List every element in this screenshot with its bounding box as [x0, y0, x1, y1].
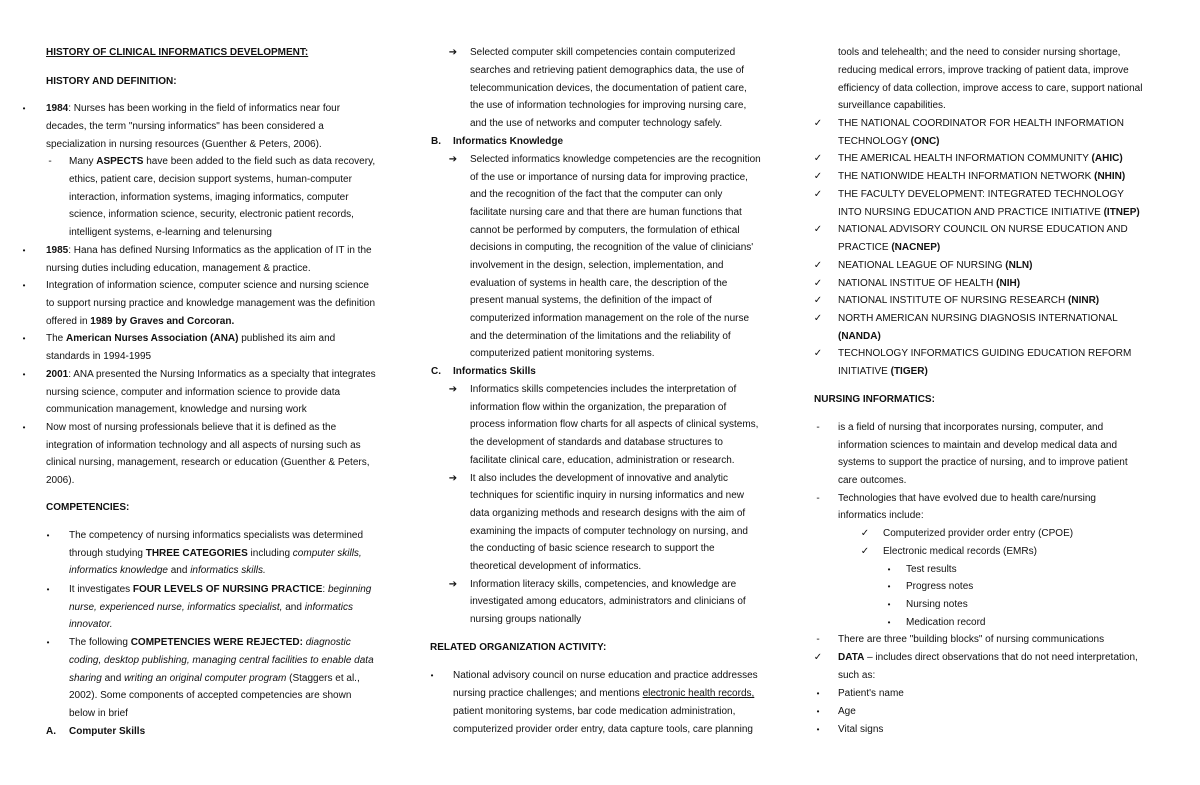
- item-1985: 1985: Hana has defined Nursing Informatics as the application of IT in the: [46, 245, 372, 256]
- dash-icon: -: [48, 156, 52, 167]
- check-icon: ✓: [813, 295, 823, 306]
- knowledge-line: of the use or importance of nursing data for improving practice,: [470, 172, 748, 183]
- subsection-heading-informatics-skills: Informatics Skills: [453, 366, 536, 377]
- comp-item-3-line: coding, desktop publishing, managing central facilities to enable data: [69, 655, 374, 666]
- arrow-icon: ➔: [448, 154, 458, 165]
- item-now-line: 2006).: [46, 475, 75, 486]
- item-now-line: clinical nursing, management, research or education (Guenther & Peters,: [46, 457, 370, 468]
- org-nanda-line: (NANDA): [838, 331, 881, 342]
- bullet-icon: •: [887, 600, 891, 609]
- data-item-age: Age: [838, 706, 856, 717]
- knowledge-line: involvement in the design, selection, implementation, and: [470, 260, 724, 271]
- subsection-heading-informatics-knowledge: Informatics Knowledge: [453, 136, 564, 147]
- check-icon: ✓: [813, 348, 823, 359]
- doc-title: HISTORY OF CLINICAL INFORMATICS DEVELOPMENT:: [46, 47, 309, 58]
- bullet-icon: •: [46, 638, 50, 647]
- emr-item-nursing-notes: Nursing notes: [906, 599, 968, 610]
- bullet-icon: •: [22, 104, 26, 113]
- related-item-line: patient monitoring systems, bar code medication administration,: [453, 706, 736, 717]
- org-nacnep-line: PRACTICE (NACNEP): [838, 242, 941, 253]
- skills-item-3: Information literacy skills, competencies, and knowledge are: [470, 579, 737, 590]
- item-integration: Integration of information science, computer science and nursing science: [46, 280, 369, 291]
- bullet-icon: •: [22, 370, 26, 379]
- knowledge-line: evaluation of systems in health care, the description of the: [470, 278, 728, 289]
- related-item-line: computerized provider order entry, data capture tools, care planning: [453, 724, 753, 735]
- bullet-icon: •: [887, 565, 891, 574]
- bullet-icon: •: [22, 334, 26, 343]
- bullet-icon: •: [46, 585, 50, 594]
- arrow-icon: ➔: [448, 384, 458, 395]
- item-aspects-line: intelligent systems, e-learning and telenursing: [69, 227, 272, 238]
- item-ana: The American Nurses Association (ANA) published its aim and: [46, 333, 336, 344]
- subsection-heading-computer-skills: Computer Skills: [69, 726, 146, 737]
- check-icon: ✓: [813, 153, 823, 164]
- computer-skills-line: and the use of networks and computer technology safely.: [470, 118, 723, 129]
- comp-item-3-line: 2002). Some components of accepted competencies are shown: [69, 690, 352, 701]
- bullet-icon: •: [816, 725, 820, 734]
- skills-item-2: It also includes the development of innovative and analytic: [470, 473, 728, 484]
- org-ninr: NATIONAL INSTITUTE OF NURSING RESEARCH (NINR): [838, 295, 1100, 306]
- item-aspects-line: ethics, patient care, decision support systems, human-computer: [69, 174, 352, 185]
- knowledge-line: cannot be performed by computers, the formulation of ethical: [470, 225, 740, 236]
- related-continued-line: reducing medical errors, improve tracking of patient data, improve: [838, 65, 1129, 76]
- check-icon: ✓: [813, 652, 823, 663]
- org-nhin: THE NATIONWIDE HEALTH INFORMATION NETWORK (NHIN): [838, 171, 1126, 182]
- bullet-icon: •: [46, 531, 50, 540]
- data-item-patient-name: Patient's name: [838, 688, 904, 699]
- knowledge-line: decisions in computing, the recognition of the value of clinicians': [470, 242, 754, 253]
- skills-item-2-line: the conducting of basic science research to support the: [470, 543, 715, 554]
- knowledge-line: present manual systems, the definition of the impact of: [470, 295, 712, 306]
- section-heading-history: HISTORY AND DEFINITION:: [46, 76, 177, 87]
- emr-item-medication-record: Medication record: [906, 617, 986, 628]
- bullet-icon: •: [887, 582, 891, 591]
- subsection-marker-b: B.: [431, 136, 441, 147]
- org-tiger-line: INITIATIVE (TIGER): [838, 366, 928, 377]
- check-icon: ✓: [813, 278, 823, 289]
- subsection-marker-a: A.: [46, 726, 56, 737]
- item-2001-line: communication management, knowledge and nursing work: [46, 404, 307, 415]
- org-itnep-line: INTO NURSING EDUCATION AND PRACTICE INITIATIVE (ITNEP): [838, 207, 1140, 218]
- knowledge-item: Selected informatics knowledge competencies are the recognition: [470, 154, 761, 165]
- skills-item-1-line: information flow within the organization, the preparation of: [470, 402, 727, 413]
- computer-skills-line: searches and retrieving patient demographics data, the use of: [470, 65, 745, 76]
- check-icon: ✓: [813, 260, 823, 271]
- item-aspects-line: science, information science, security, electronic patient records,: [69, 209, 354, 220]
- check-icon: ✓: [860, 546, 870, 557]
- dash-icon: -: [816, 422, 820, 433]
- skills-item-2-line: examining the impacts of computer technology on nursing, and: [470, 526, 748, 537]
- item-1984-line: decades, the term "nursing informatics" has been considered a: [46, 121, 324, 132]
- comp-item-3-line: sharing and writing an original computer program (Staggers et al.,: [69, 673, 360, 684]
- skills-item-2-line: techniques for scientific inquiry in nursing informatics and new: [470, 490, 745, 501]
- related-item-line: nursing practice challenges; and mentions electronic health records,: [453, 688, 755, 699]
- org-itnep: THE FACULTY DEVELOPMENT: INTEGRATED TECHNOLOGY: [838, 189, 1124, 200]
- data-definition: DATA – includes direct observations that do not need interpretation,: [838, 652, 1138, 663]
- tech-emr: Electronic medical records (EMRs): [883, 546, 1037, 557]
- ni-technologies: Technologies that have evolved due to health care/nursing: [838, 493, 1096, 504]
- check-icon: ✓: [813, 313, 823, 324]
- item-integration-line: offered in 1989 by Graves and Corcoran.: [46, 316, 235, 327]
- item-1984-line: specialization in nursing resources (Guenther & Peters, 2006).: [46, 139, 322, 150]
- related-item: National advisory council on nurse education and practice addresses: [453, 670, 758, 681]
- bullet-icon: •: [22, 281, 26, 290]
- ni-definition-line: information sciences to maintain and develop medical data and: [838, 440, 1118, 451]
- item-ana-line: standards in 1994-1995: [46, 351, 152, 362]
- check-icon: ✓: [813, 118, 823, 129]
- ni-definition-line: care outcomes.: [838, 475, 907, 486]
- ni-definition: is a field of nursing that incorporates nursing, computer, and: [838, 422, 1104, 433]
- emr-item-progress-notes: Progress notes: [906, 581, 974, 592]
- skills-item-1-line: the development of standards and database structures to: [470, 437, 723, 448]
- item-aspects-line: interaction, information systems, imaging informatics, computer: [69, 192, 349, 203]
- item-aspects: Many ASPECTS have been added to the field such as data recovery,: [69, 156, 376, 167]
- item-1985-line: nursing duties including education, management & practice.: [46, 263, 311, 274]
- org-tiger: TECHNOLOGY INFORMATICS GUIDING EDUCATION REFORM: [838, 348, 1132, 359]
- comp-item-2-line: innovator.: [69, 619, 113, 630]
- bullet-icon: •: [887, 618, 891, 627]
- subsection-marker-c: C.: [431, 366, 441, 377]
- dash-icon: -: [816, 634, 820, 645]
- data-item-vital-signs: Vital signs: [838, 724, 884, 735]
- check-icon: ✓: [813, 189, 823, 200]
- skills-item-1: Informatics skills competencies includes the interpretation of: [470, 384, 737, 395]
- ni-definition-line: systems to support the practice of nursing, and to improve patient: [838, 457, 1128, 468]
- ni-technologies-line: informatics include:: [838, 510, 924, 521]
- bullet-icon: •: [816, 707, 820, 716]
- item-2001-line: nursing science, computer and information science to provide data: [46, 387, 341, 398]
- check-icon: ✓: [813, 224, 823, 235]
- org-onc-line: TECHNOLOGY (ONC): [838, 136, 940, 147]
- knowledge-line: and the determination of the limitations and the reliability of: [470, 331, 731, 342]
- skills-item-2-line: theoretical development of informatics.: [470, 561, 642, 572]
- comp-item-2-line: nurse, experienced nurse, informatics specialist, and informatics: [69, 602, 354, 613]
- tech-cpoe: Computerized provider order entry (CPOE): [883, 528, 1074, 539]
- skills-item-3-line: nursing groups nationally: [470, 614, 582, 625]
- item-2001: 2001: ANA presented the Nursing Informatics as a specialty that integrates: [46, 369, 376, 380]
- org-nacnep: NATIONAL ADVISORY COUNCIL ON NURSE EDUCATION AND: [838, 224, 1128, 235]
- computer-skills-line: the use of information technologies for improving nursing care,: [470, 100, 747, 111]
- related-continued-line: surveillance capabilities.: [838, 100, 946, 111]
- comp-item-3-line: below in brief: [69, 708, 128, 719]
- comp-item-1: The competency of nursing informatics specialists was determined: [69, 530, 364, 541]
- skills-item-1-line: process information flow charts for all aspects of clinical systems,: [470, 419, 759, 430]
- comp-item-1-line: through studying THREE CATEGORIES including computer skills,: [69, 548, 362, 559]
- item-now: Now most of nursing professionals believe that it is defined as the: [46, 422, 337, 433]
- knowledge-line: and the recognition of the fact that the computer can only: [470, 189, 723, 200]
- comp-item-1-line: informatics knowledge and informatics skills.: [69, 565, 266, 576]
- section-heading-competencies: COMPETENCIES:: [46, 502, 130, 513]
- skills-item-3-line: investigated among educators, administrators and clinicians of: [470, 596, 746, 607]
- arrow-icon: ➔: [448, 473, 458, 484]
- section-heading-related-organization: RELATED ORGANIZATION ACTIVITY:: [430, 642, 607, 653]
- bullet-icon: •: [22, 246, 26, 255]
- knowledge-line: facilitate nursing care and that there are human functions that: [470, 207, 742, 218]
- related-continued-line: tools and telehealth; and the need to consider nursing shortage,: [838, 47, 1121, 58]
- item-now-line: integration of information technology and all aspects of nursing such as: [46, 440, 361, 451]
- skills-item-1-line: facilitate clinical care, education, administration or research.: [470, 455, 735, 466]
- item-integration-line: to support nursing practice and knowledge management was the definition: [46, 298, 376, 309]
- section-heading-nursing-informatics: NURSING INFORMATICS:: [814, 394, 935, 405]
- bullet-icon: •: [22, 423, 26, 432]
- item-1984: 1984: Nurses has been working in the field of informatics near four: [46, 103, 341, 114]
- data-definition-line: such as:: [838, 670, 876, 681]
- arrow-icon: ➔: [448, 579, 458, 590]
- emr-item-test-results: Test results: [906, 564, 957, 575]
- dash-icon: -: [816, 493, 820, 504]
- computer-skills-line: telecommunication devices, the documentation of patient care,: [470, 83, 747, 94]
- comp-item-3: The following COMPETENCIES WERE REJECTED: diagnostic: [69, 637, 351, 648]
- arrow-icon: ➔: [448, 47, 458, 58]
- check-icon: ✓: [813, 171, 823, 182]
- knowledge-line: computerized patient monitoring systems.: [470, 348, 655, 359]
- check-icon: ✓: [860, 528, 870, 539]
- bullet-icon: •: [430, 671, 434, 680]
- org-nih: NATIONAL INSTITUE OF HEALTH (NIH): [838, 278, 1021, 289]
- bullet-icon: •: [816, 689, 820, 698]
- skills-item-2-line: data organizing methods and research designs with the aim of: [470, 508, 746, 519]
- org-nln: NEATIONAL LEAGUE OF NURSING (NLN): [838, 260, 1033, 271]
- computer-skills-item: Selected computer skill competencies contain computerized: [470, 47, 736, 58]
- related-continued-line: efficiency of data collection, improve access to care, support national: [838, 83, 1143, 94]
- org-onc: THE NATIONAL COORDINATOR FOR HEALTH INFORMATION: [838, 118, 1124, 129]
- org-ahic: THE AMERICAL HEALTH INFORMATION COMMUNITY (AHIC): [838, 153, 1123, 164]
- comp-item-2: It investigates FOUR LEVELS OF NURSING PRACTICE: beginning: [69, 584, 372, 595]
- building-blocks: There are three "building blocks" of nursing communications: [838, 634, 1105, 645]
- org-nanda: NORTH AMERICAN NURSING DIAGNOSIS INTERNATIONAL: [838, 313, 1118, 324]
- knowledge-line: computerized information management on the role of the nurse: [470, 313, 750, 324]
